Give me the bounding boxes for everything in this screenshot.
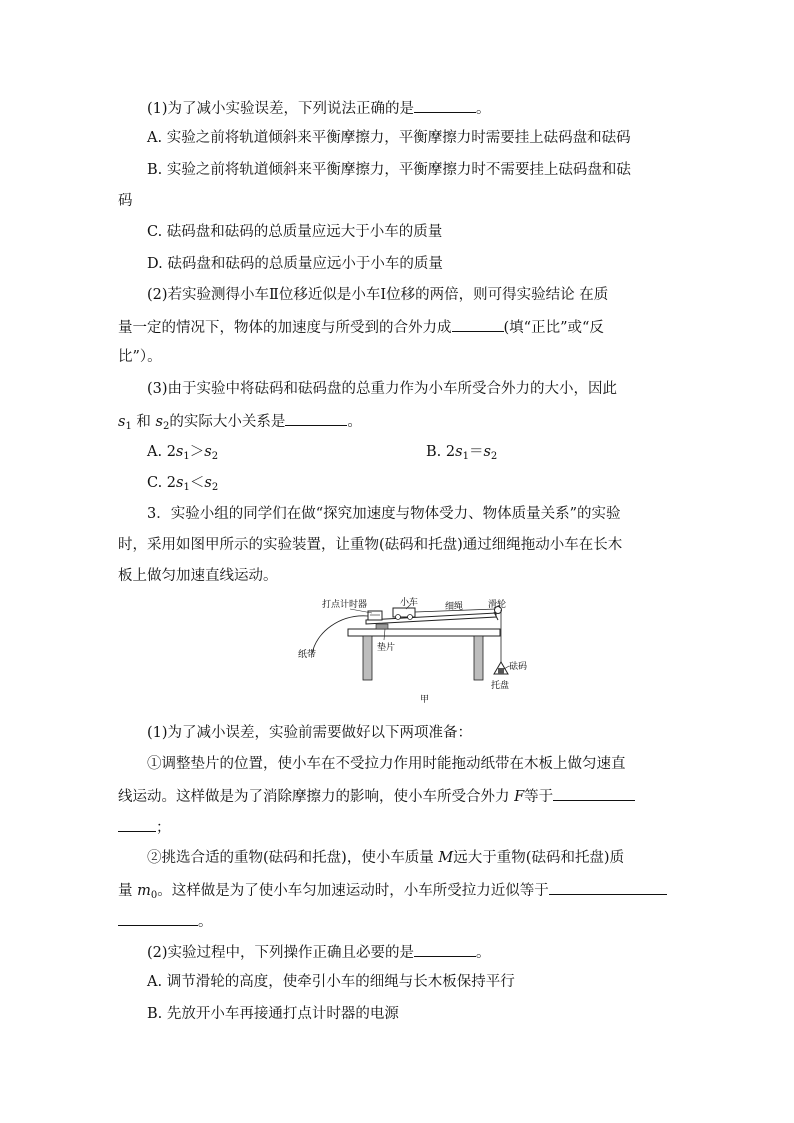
- var-m: m: [137, 883, 151, 899]
- var-sub: 1: [183, 451, 190, 462]
- q3-part1-stem: (1)为了减小误差，实验前需要做好以下两项准备：: [147, 725, 473, 741]
- var-sub: 2: [490, 451, 498, 462]
- item1-text-tail: 等于: [524, 789, 554, 805]
- label-cart: 小车: [400, 598, 419, 608]
- q2-part2-line2: [118, 317, 604, 337]
- q2-part1-option-b-line1: B. 实验之前将轨道倾斜来平衡摩擦力，平衡摩擦力时不需要挂上砝码盘和砝: [147, 162, 631, 178]
- q2-part2-line2-text: 量一定的情况下，物体的加速度与所受到的合外力成: [118, 320, 452, 336]
- label-rope: 细绳: [445, 602, 464, 612]
- q2-part2-line3: 比”）。: [118, 349, 162, 365]
- q2-part3-line1: (3)由于实验中将砝码和砝码盘的总重力作为小车所受合外力的大小，因此: [147, 381, 618, 397]
- var-s: s: [118, 414, 126, 430]
- var-sub: 2: [163, 421, 170, 432]
- q3-part1-item2-answer-blank[interactable]: [549, 880, 667, 895]
- figure-caption: 甲: [420, 695, 430, 705]
- item1-end: ；: [156, 820, 171, 836]
- q3-part1-item1-line3: [118, 817, 171, 837]
- var-s: s: [455, 444, 463, 460]
- q2-part2-line2-hint: (填“正比”或“反: [503, 320, 604, 336]
- q3-part2-option-b: B. 先放开小车再接通打点计时器的电源: [147, 1006, 399, 1022]
- q3-part1-item1-line1: ①调整垫片的位置，使小车在不受拉力作用时能拖动纸带在木板上做匀速直: [147, 756, 626, 772]
- var-sub: 1: [462, 451, 469, 462]
- var-s: s: [204, 444, 212, 460]
- item2-text: 量: [118, 883, 138, 899]
- q3-part2-stem-end: 。: [476, 945, 491, 961]
- var-s: s: [175, 444, 184, 460]
- q3-intro-line1: 3．实验小组的同学们在做“探究加速度与物体受力、物体质量关系”的实验: [147, 506, 621, 522]
- q3-part1-item2-line3: [118, 911, 213, 931]
- option-label: C. 2: [147, 475, 177, 491]
- table-leg-right: [474, 636, 483, 680]
- q2-part1-option-a: A. 实验之前将轨道倾斜来平衡摩擦力，平衡摩擦力时需要挂上砝码盘和砝码: [147, 130, 631, 146]
- option-label: A. 2: [147, 444, 176, 460]
- var-F: F: [514, 789, 525, 805]
- q2-part3-option-a: [147, 443, 218, 466]
- q3-part1-item2-line2: [118, 880, 667, 905]
- q3-intro-line3: 板上做匀加速直线运动。: [118, 568, 278, 584]
- label-pulley: 滑轮: [488, 600, 507, 610]
- relation-symbol: ＝: [468, 444, 484, 460]
- relation-symbol: ＞: [189, 444, 205, 460]
- var-s: s: [176, 475, 184, 491]
- item1-text: 线运动。这样做是为了消除摩擦力的影响，使小车所受合外力: [118, 789, 515, 805]
- long-board: [366, 613, 496, 624]
- q2-part3-line2-text: 的实际大小关系是: [169, 414, 286, 430]
- relation-symbol: ＜: [189, 475, 205, 491]
- var-sub: 1: [125, 421, 132, 432]
- weight-block: [498, 668, 504, 674]
- q2-part3-answer-blank[interactable]: [285, 411, 347, 426]
- table-leg-left: [363, 636, 372, 680]
- var-s: s: [155, 414, 163, 430]
- q2-part2-answer-blank[interactable]: [452, 317, 504, 332]
- q2-part3-line2: [118, 411, 362, 436]
- item2-text: ②挑选合适的重物(砝码和托盘)，使小车质量: [147, 850, 439, 866]
- q3-part1-item2-answer-blank-cont[interactable]: [118, 911, 198, 926]
- table-top: [348, 629, 500, 636]
- item2-text-tail: 。这样做是为了使小车匀加速运动时，小车所受拉力近似等于: [157, 883, 549, 899]
- conjunction: 和: [131, 414, 156, 430]
- var-sub: 2: [211, 482, 219, 493]
- pad-block: [376, 624, 388, 629]
- option-label: B. 2: [426, 444, 456, 460]
- q2-part1-option-d: D. 砝码盘和砝码的总质量应远小于小车的质量: [147, 256, 443, 272]
- cart-wheel: [408, 615, 413, 620]
- var-sub: 0: [150, 890, 158, 901]
- q2-part1-stem-text: (1)为了减小实验误差，下列说法正确的是: [147, 101, 415, 117]
- q3-part2-stem: [147, 942, 491, 962]
- q2-part1-option-b-line2: 码: [118, 193, 133, 209]
- apparatus-figure: [290, 596, 540, 708]
- q3-part1-item1-line2: [118, 786, 635, 806]
- var-sub: 1: [183, 482, 190, 493]
- q3-part1-item1-answer-blank[interactable]: [553, 786, 635, 801]
- q2-part1-option-c: C. 砝码盘和砝码的总质量应远大于小车的质量: [147, 224, 443, 240]
- var-s: s: [204, 475, 212, 491]
- cart-wheel: [396, 615, 401, 620]
- q3-part2-option-a: A. 调节滑轮的高度，使牵引小车的细绳与长木板保持平行: [147, 974, 515, 990]
- q2-part3-end: 。: [347, 414, 362, 430]
- label-pad: 垫片: [377, 643, 396, 653]
- q3-part1-item1-answer-blank-cont[interactable]: [118, 817, 156, 832]
- var-s: s: [483, 444, 491, 460]
- q3-intro-line2: 时，采用如图甲所示的实验装置，让重物(砝码和托盘)通过细绳拖动小车在长木: [118, 537, 623, 553]
- q3-part2-stem-text: (2)实验过程中，下列操作正确且必要的是: [147, 945, 415, 961]
- item2-end: 。: [198, 914, 213, 930]
- q2-part2-line1: (2)若实验测得小车Ⅱ位移近似是小车Ⅰ位移的两倍，则可得实验结论 在质: [147, 287, 609, 303]
- label-weights: 砝码: [509, 662, 528, 672]
- var-sub: 2: [211, 451, 219, 462]
- label-timer: 打点计时器: [322, 600, 368, 610]
- label-tray: 托盘: [491, 681, 510, 691]
- item2-text-tail: 远大于重物(砝码和托盘)质: [453, 850, 625, 866]
- q2-part3-option-b: [426, 443, 497, 466]
- label-tape: 纸带: [298, 650, 317, 660]
- q3-part2-answer-blank[interactable]: [414, 942, 476, 957]
- q2-part1-stem-end: 。: [476, 101, 491, 117]
- q2-part1-stem: [147, 98, 491, 118]
- var-M: M: [438, 850, 454, 866]
- q3-part1-item2-line1: [147, 849, 624, 867]
- q2-part3-option-c: [147, 474, 218, 497]
- q2-part1-answer-blank[interactable]: [414, 98, 476, 113]
